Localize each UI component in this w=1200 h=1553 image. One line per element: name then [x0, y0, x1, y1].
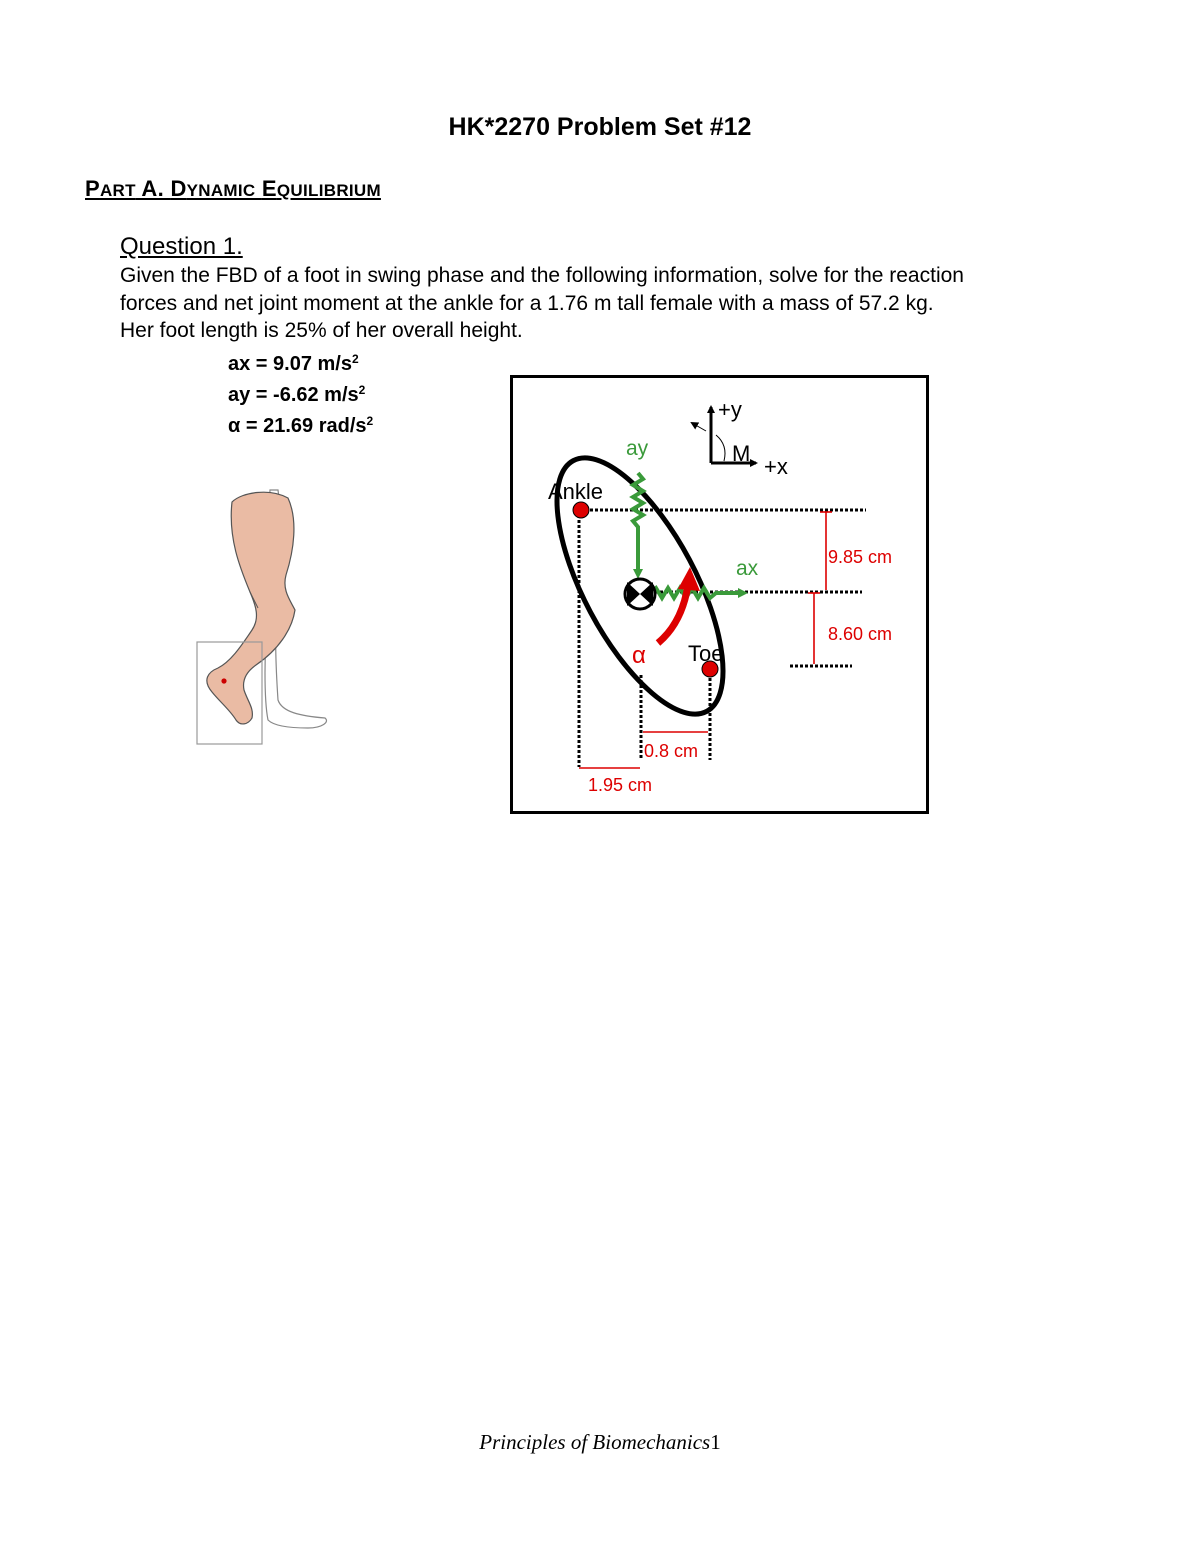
question-heading: Question 1.	[120, 233, 243, 260]
ankle-joint	[573, 502, 589, 518]
given-values	[228, 346, 373, 439]
label-alpha: α	[632, 642, 646, 669]
given-ay: ay = -6.62 $m/s^2$	[228, 383, 366, 406]
question-line: Given the FBD of a foot in swing phase and the following information, solve for the reaction	[120, 264, 964, 287]
question-line: forces and net joint moment at the ankle for a 1.76 m tall female with a mass of 57.2 kg.	[120, 291, 934, 315]
label-ankle: Ankle	[548, 479, 604, 504]
label-toe: Toe	[688, 641, 724, 666]
label-dim-195: 1.95 cm	[588, 775, 653, 795]
part-heading: PART A. DYNAMIC EQUILIBRIUM	[85, 176, 381, 201]
page-number: 1	[710, 1430, 721, 1454]
label-dim-08: 0.8 cm	[644, 741, 699, 761]
free-body-diagram	[510, 375, 932, 817]
label-moment: M	[732, 441, 751, 466]
label-ay: ay	[626, 437, 649, 460]
question-line: Her foot length is 25% of her overall height.	[120, 319, 523, 342]
footer-text: Principles of Biomechanics	[479, 1430, 711, 1454]
label-plus-y: +y	[718, 397, 742, 422]
label-dim-860: 8.60 cm	[828, 624, 893, 644]
given-alpha: α = 21.69 rad/$s^2$	[228, 414, 374, 437]
center-of-mass-icon	[625, 579, 655, 609]
label-dim-985: 9.85 cm	[828, 547, 893, 567]
page-footer	[0, 1430, 1200, 1455]
document-title: HK*2270 Problem Set #12	[448, 113, 752, 141]
given-ax: ax = 9.07 $m/s^2$	[228, 352, 359, 375]
leg-illustration	[190, 480, 340, 750]
question-text	[120, 262, 1100, 345]
label-ax: ax	[736, 557, 759, 580]
label-plus-x: +x	[764, 454, 788, 479]
